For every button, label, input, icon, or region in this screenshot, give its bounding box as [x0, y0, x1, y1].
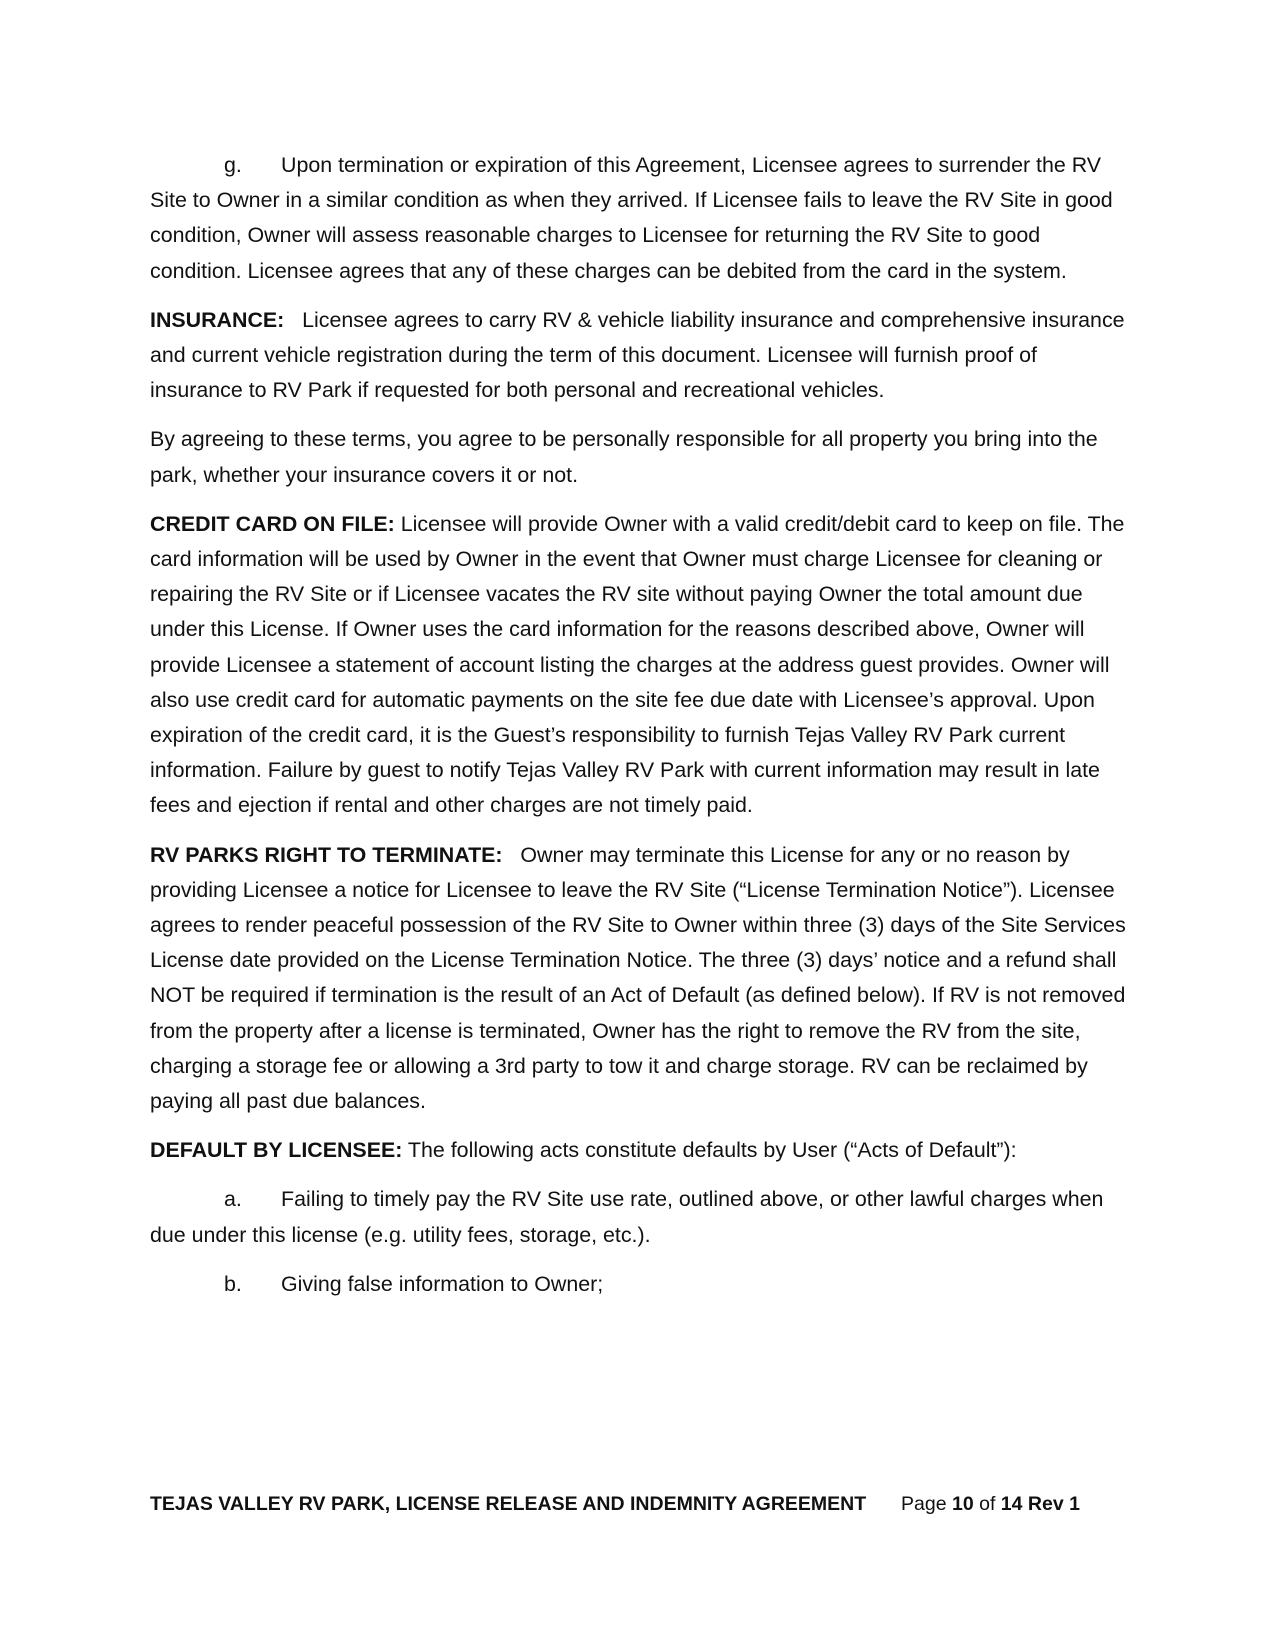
right-to-terminate-heading: RV PARKS RIGHT TO TERMINATE: — [150, 842, 503, 867]
insurance-text: Licensee agrees to carry RV & vehicle liability insurance and comprehensive insurance and current vehicle registration during the term of this document. Licensee will furnish proof of insurance to RV Park if requested for both personal and recreational vehicles. — [150, 307, 1125, 403]
clause-g-label: g. — [224, 153, 242, 177]
clause-a-text: when due under this license (e.g. utility fees, storage, etc.). — [150, 1187, 1104, 1247]
clause-g — [150, 148, 1132, 289]
footer-page-indicator — [901, 1489, 1080, 1519]
footer-page-total: 14 — [1000, 1493, 1023, 1515]
footer-title: TEJAS VALLEY RV PARK, LICENSE RELEASE AND INDEMNITY AGREEMENT — [150, 1493, 867, 1515]
clause-g-first-line: Upon termination or expiration of this Agreement, Licensee agrees to surrender — [281, 153, 1031, 177]
agreeing-paragraph — [150, 422, 1132, 492]
footer-revision: Rev 1 — [1027, 1493, 1080, 1515]
default-text: The following acts constitute defaults by User (“Acts of Default”): — [407, 1138, 1017, 1163]
credit-card-heading: CREDIT CARD ON FILE: — [150, 511, 395, 536]
clause-g-text: the RV Site to Owner in a similar condition as when they arrived. If Licensee fails to leave the RV Site in good condition, Owner will assess reasonable charges to Licensee for returning the RV Site to good condition. Licensee agrees that any of these charges can be debited from the card in the system. — [150, 153, 1113, 283]
right-to-terminate-text: Owner may terminate this License for any or no reason by providing Licensee a notice for Licensee to leave the RV Site (“License Termination Notice”). Licensee agrees to render peaceful possession of the RV Site to Owner within three (3) days of the Site Services License date provided on the License Termination Notice. The three (3) days’ notice and a refund shall NOT be required if termination is the result of an Act of Default (as defined below). If RV is not removed from the property after a license is terminated, Owner has the right to remove the RV from the site, charging a storage fee or allowing a 3rd party to tow it and charge storage. RV can be reclaimed by paying all past due balances. — [150, 842, 1126, 1114]
credit-card-text: Licensee will provide Owner with a valid credit/debit card to keep on file. The card information will be used by Owner in the event that Owner must charge Licensee for cleaning or repairing the RV Site or if Licensee vacates the RV site without paying Owner the total amount due under this License. If Owner uses the card information for the reasons described above, Owner will provide Licensee a statement of account listing the charges at the address guest provides. Owner will also use credit card for automatic payments on the site fee due date with Licensee’s approval. Upon expiration of the credit card, it is the Guest’s responsibility to furnish Tejas Valley RV Park current information. Failure by guest to notify Tejas Valley RV Park with current information may result in late fees and ejection if rental and other charges are not timely paid. — [150, 511, 1125, 818]
right-to-terminate-section — [150, 838, 1132, 1120]
footer-page-word: Page — [901, 1493, 947, 1515]
document-body — [150, 148, 1132, 1316]
clause-b — [150, 1267, 1132, 1302]
insurance-section — [150, 303, 1132, 409]
default-section — [150, 1133, 1132, 1168]
footer-of-word: of — [979, 1493, 996, 1515]
agreeing-text: By agreeing to these terms, you agree to be personally responsible for all property you bring into the park, whether your insurance covers it or not. — [150, 427, 1098, 487]
clause-a-label: a. — [224, 1187, 242, 1212]
default-heading: DEFAULT BY LICENSEE: — [150, 1138, 403, 1163]
clause-b-label: b. — [224, 1271, 242, 1296]
clause-a — [150, 1182, 1132, 1252]
insurance-heading: INSURANCE: — [150, 307, 285, 332]
page-footer — [150, 1489, 1132, 1519]
footer-page-number: 10 — [951, 1493, 974, 1515]
clause-b-text: Giving false information to Owner; — [281, 1271, 604, 1296]
clause-a-first-line: Failing to timely pay the RV Site use rate, outlined above, or other lawful charges — [281, 1187, 1047, 1212]
credit-card-section — [150, 507, 1132, 824]
